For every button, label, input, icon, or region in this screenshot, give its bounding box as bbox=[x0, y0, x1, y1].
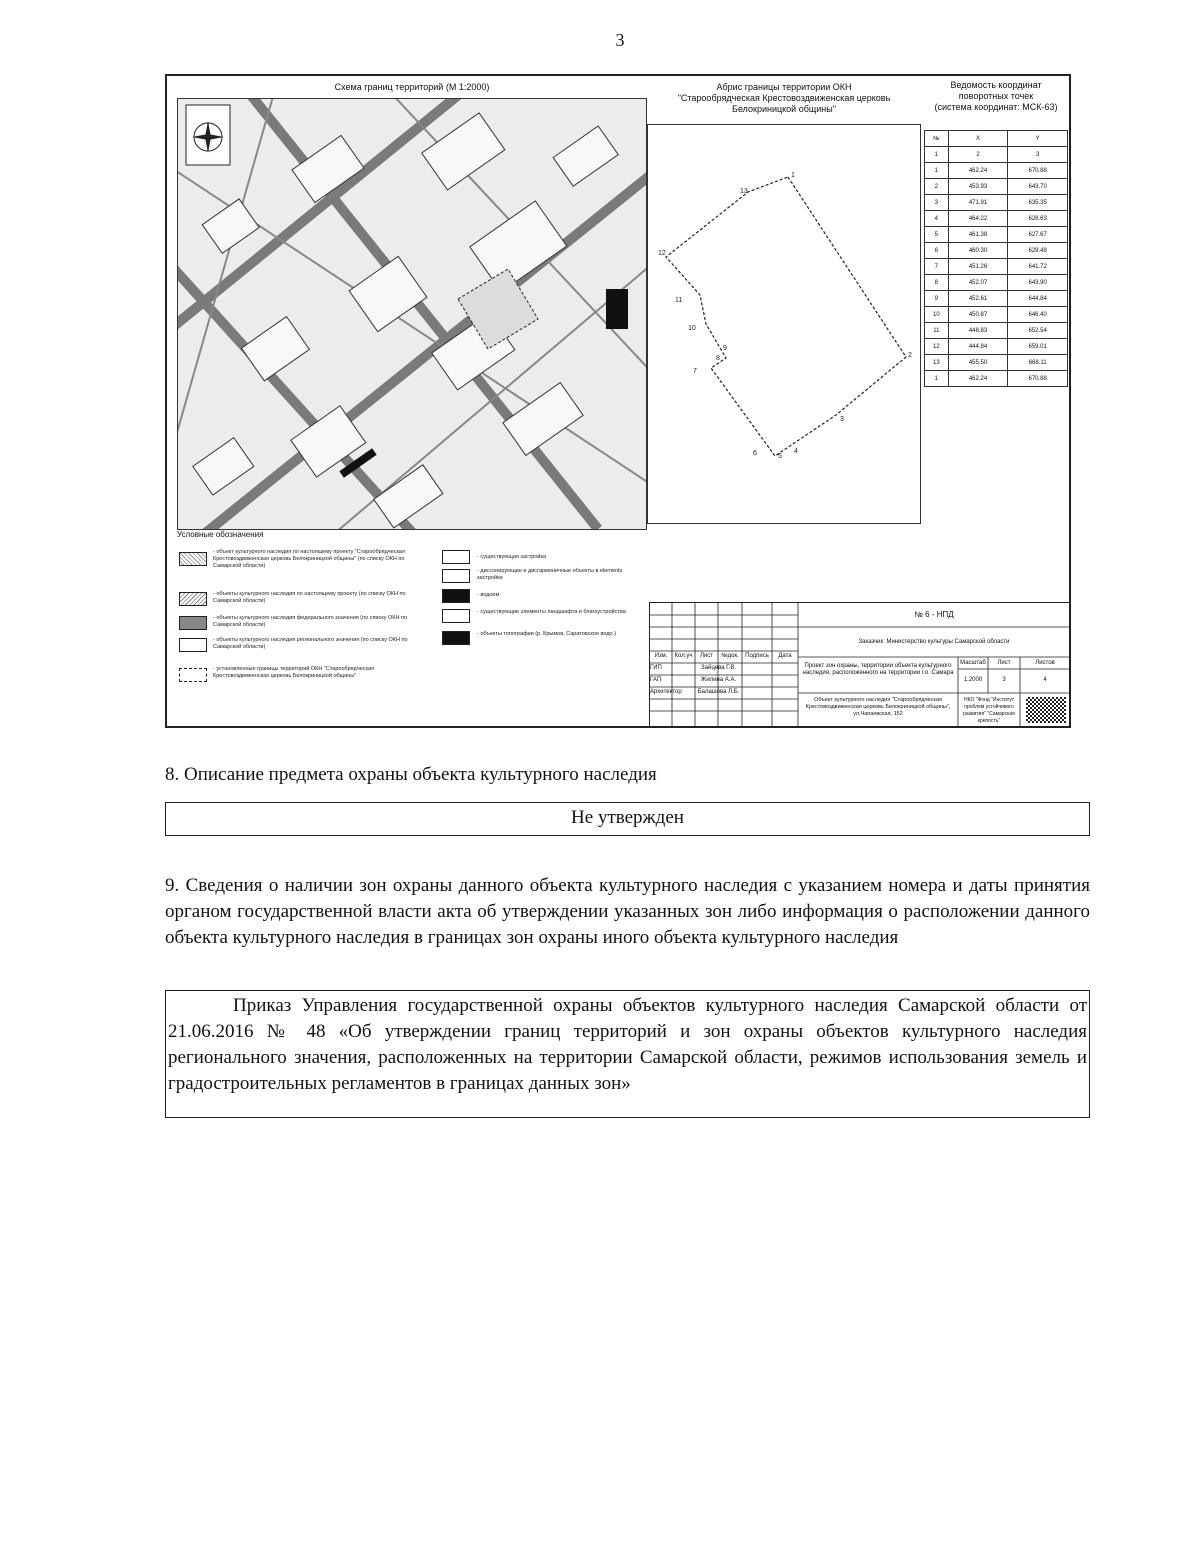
table-cell: 462.24 bbox=[948, 163, 1008, 179]
table-cell: 8 bbox=[925, 275, 949, 291]
table-cell: 668.11 bbox=[1008, 355, 1068, 371]
stamp-staff-2: ГАП bbox=[650, 677, 662, 683]
section8-heading: 8. Описание предмета охраны объекта культурного наследия bbox=[165, 764, 657, 785]
table-cell: 452.07 bbox=[948, 275, 1008, 291]
stamp-staff-1: ГИП bbox=[650, 665, 662, 671]
stamp-sheet-no: 3 bbox=[1002, 677, 1006, 683]
table-cell: 670.88 bbox=[1008, 371, 1068, 387]
table-cell: 641.72 bbox=[1008, 259, 1068, 275]
legend-item: - объекты топографии (р. Крымов, Саратовское водо.) bbox=[477, 631, 616, 637]
table-row bbox=[925, 371, 1068, 387]
svg-text:3: 3 bbox=[840, 416, 844, 423]
legend-swatch-okn-project bbox=[179, 552, 207, 566]
legend-item: - установленные границы территорий ОКН "Старообрядческая Крестовоздвиженская церковь Белокриницкой общины" bbox=[213, 666, 375, 679]
stamp-roles: Изм. Кол.уч Лист №док. Подпись Дата bbox=[654, 653, 792, 659]
legend-swatch-dissonant bbox=[442, 569, 470, 583]
table-cell: 643.70 bbox=[1008, 179, 1068, 195]
table-row bbox=[925, 323, 1068, 339]
table-cell: 1 bbox=[925, 163, 949, 179]
legend-item: - существующая застройка bbox=[477, 554, 547, 560]
table-cell: 12 bbox=[925, 339, 949, 355]
table-cell: 643.90 bbox=[1008, 275, 1068, 291]
table-cell: 646.40 bbox=[1008, 307, 1068, 323]
table-row bbox=[925, 339, 1068, 355]
svg-text:9: 9 bbox=[723, 345, 727, 352]
table-cell: 627.67 bbox=[1008, 227, 1068, 243]
legend-swatch-water bbox=[442, 589, 470, 603]
table-cell: 444.84 bbox=[948, 339, 1008, 355]
legend-swatch-federal bbox=[179, 616, 207, 630]
table-cell: 7 bbox=[925, 259, 949, 275]
legend-item: - объект культурного наследия по настоящему проекту "Старообрядческая Крестовоздвиженская церковь Белокриницкой общины" (по списку ОКН по Самарской области) bbox=[213, 549, 406, 569]
table-cell: 450.87 bbox=[948, 307, 1008, 323]
stamp-staff-3: Архитектор bbox=[650, 689, 682, 695]
page-number: 3 bbox=[615, 30, 625, 50]
table-row bbox=[925, 227, 1068, 243]
legend-item: - водоем bbox=[477, 592, 500, 598]
table-cell: 628.63 bbox=[1008, 211, 1068, 227]
table-cell: 670.88 bbox=[1008, 163, 1068, 179]
table-cell: 453.93 bbox=[948, 179, 1008, 195]
abris-title: Абрис границы территории ОКН "Старообрядческая Крестовоздвиженская церковь Белокриницкой общины" bbox=[677, 82, 891, 114]
table-cell: 5 bbox=[925, 227, 949, 243]
table-cell: 659.01 bbox=[1008, 339, 1068, 355]
table-row bbox=[925, 163, 1068, 179]
table-row bbox=[925, 355, 1068, 371]
abris-graphic bbox=[648, 125, 920, 523]
table-cell: 6 bbox=[925, 243, 949, 259]
stamp-object-desc: Объект культурного наследия "Старообрядческая Крестовоздвиженская церковь Белокриницкой общины", ул.Чапаевская, 152 bbox=[805, 697, 951, 717]
legend-title: Условные обозначения bbox=[177, 530, 264, 539]
stamp-name-3: Балашова Л.Б. bbox=[697, 689, 740, 695]
svg-text:4: 4 bbox=[794, 448, 798, 455]
table-row bbox=[925, 307, 1068, 323]
legend-item: - объекты культурного наследия регионального значения (по списку ОКН по Самарской области) bbox=[213, 637, 408, 650]
table-cell: 9 bbox=[925, 291, 949, 307]
table-cell: 448.83 bbox=[948, 323, 1008, 339]
table-cell: 3 bbox=[925, 195, 949, 211]
stamp-scale-label: Масштаб bbox=[960, 660, 986, 666]
legend-swatch-okn bbox=[179, 592, 207, 606]
legend-item: - существующие элементы ландшафта и благоустройства bbox=[477, 609, 626, 615]
legend-swatch-boundary bbox=[179, 668, 207, 682]
table-cell: 635.35 bbox=[1008, 195, 1068, 211]
svg-text:5: 5 bbox=[778, 453, 782, 460]
svg-text:11: 11 bbox=[675, 297, 683, 304]
table-cell: 460.30 bbox=[948, 243, 1008, 259]
table-cell: 644.84 bbox=[1008, 291, 1068, 307]
svg-text:12: 12 bbox=[658, 250, 666, 257]
coordinate-rows bbox=[925, 163, 1068, 387]
legend-swatch-existing bbox=[442, 550, 470, 564]
svg-text:1: 1 bbox=[791, 172, 795, 179]
table-cell: 471.91 bbox=[948, 195, 1008, 211]
table-cell: 464.22 bbox=[948, 211, 1008, 227]
stamp-sheet-label: Лист bbox=[997, 660, 1011, 666]
coord-table-title: Ведомость координат поворотных точек (система координат: МСК-63) bbox=[934, 80, 1058, 112]
stamp-scale: 1:2000 bbox=[963, 677, 983, 683]
legend-swatch-regional bbox=[179, 638, 207, 652]
stamp-org: НКО "Фонд "Институт проблем устойчивого развития" "Самарская крепость" bbox=[963, 697, 1015, 724]
svg-text:6: 6 bbox=[753, 450, 757, 457]
legend-item: - объекты культурного наследия по настоящему проекту (по списку ОКН по Самарской области) bbox=[213, 591, 406, 604]
svg-text:13: 13 bbox=[740, 188, 748, 195]
table-cell: 10 bbox=[925, 307, 949, 323]
table-cell: 462.24 bbox=[948, 371, 1008, 387]
drawing-sheet bbox=[165, 74, 1071, 728]
table-row bbox=[925, 211, 1068, 227]
section9-heading: 9. Сведения о наличии зон охраны данного объекта культурного наследия с указанием номера и даты принятия органом государственной власти акта об утверждении указанных зон либо информация о расположении данного объекта культурного наследия в границах зон охраны иного объекта культурного наследия bbox=[165, 875, 1090, 948]
table-cell: 629.48 bbox=[1008, 243, 1068, 259]
abris-boundary-diagram bbox=[647, 124, 921, 524]
stamp-sheets-total: 4 bbox=[1043, 677, 1047, 683]
table-cell: 4 bbox=[925, 211, 949, 227]
stamp-sheets-label: Листов bbox=[1035, 660, 1055, 666]
coordinate-table bbox=[924, 130, 1068, 387]
table-cell: 451.26 bbox=[948, 259, 1008, 275]
svg-text:7: 7 bbox=[693, 368, 697, 375]
table-cell: 652.54 bbox=[1008, 323, 1068, 339]
table-row bbox=[925, 195, 1068, 211]
site-plan-map bbox=[177, 98, 647, 530]
table-cell: 1 bbox=[925, 371, 949, 387]
table-cell: 455.50 bbox=[948, 355, 1008, 371]
stamp-name-1: Зайцева Г.В. bbox=[701, 665, 736, 671]
title-block-stamp bbox=[649, 602, 1071, 728]
pond-shape bbox=[606, 289, 628, 329]
table-cell: 452.61 bbox=[948, 291, 1008, 307]
table-header-row: № X Y bbox=[925, 131, 1068, 147]
table-row bbox=[925, 275, 1068, 291]
section9-value: Приказ Управления государственной охраны объектов культурного наследия Самарской области от 21.06.2016 № 48 «Об утверждении границ территорий и зон охраны объектов культурного наследия регионального значения, расположенных на территории Самарской области, режимов использования земель и градостроительных регламентов в границах данных зон» bbox=[165, 990, 1090, 1118]
table-cell: 11 bbox=[925, 323, 949, 339]
table-cell: 13 bbox=[925, 355, 949, 371]
legend-item: - диссонирующие и дисгармоничные объекты в elements застройки bbox=[477, 568, 623, 581]
stamp-code: № 6 - НПД bbox=[914, 610, 954, 619]
legend-swatch-landscape bbox=[442, 609, 470, 623]
svg-text:8: 8 bbox=[716, 355, 720, 362]
table-cell: 461.38 bbox=[948, 227, 1008, 243]
svg-text:2: 2 bbox=[908, 352, 912, 359]
svg-text:10: 10 bbox=[688, 325, 696, 332]
table-row bbox=[925, 291, 1068, 307]
map-graphic bbox=[178, 99, 646, 529]
legend-swatch-topography bbox=[442, 631, 470, 645]
map-title: Схема границ территорий (М 1:2000) bbox=[334, 82, 490, 92]
stamp-name-2: Жилина А.А. bbox=[700, 677, 737, 683]
table-row bbox=[925, 259, 1068, 275]
legend-item: - объекты культурного наследия федерального значения (по списку ОКН по Самарской области) bbox=[213, 615, 408, 628]
stamp-customer: Заказчик: Министерство культуры Самарской области bbox=[858, 639, 1010, 645]
stamp-sheet-desc: Проект зон охраны, территории объекта культурного наследия, расположенного на территории г.о. Самара bbox=[802, 663, 954, 676]
table-header-num-row: 1 2 3 bbox=[925, 147, 1068, 163]
table-cell: 2 bbox=[925, 179, 949, 195]
section8-value: Не утвержден bbox=[165, 802, 1090, 836]
table-row bbox=[925, 179, 1068, 195]
compass-icon bbox=[186, 105, 230, 165]
table-row bbox=[925, 243, 1068, 259]
